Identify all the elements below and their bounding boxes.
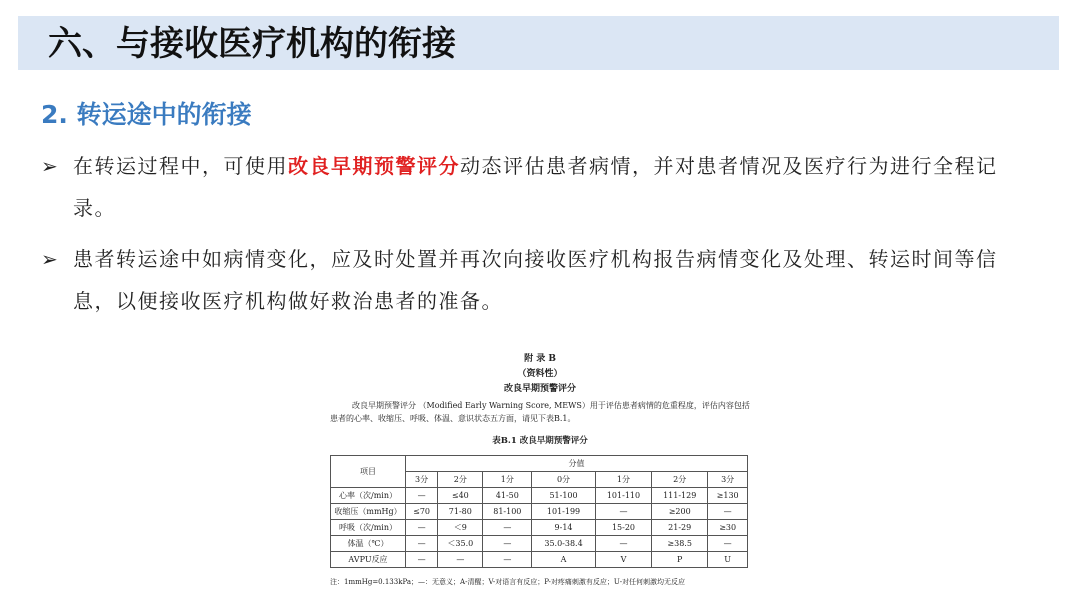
row-item: 体温（℃） (331, 536, 406, 552)
table-cell: — (595, 504, 651, 520)
table-caption: 表B.1 改良早期预警评分 (492, 436, 588, 446)
bullet-item-1 (41, 145, 1011, 229)
bullet-text-after: 动态评估患者病情，并对患者情况及医疗行为进行全程记录。 (73, 154, 998, 220)
table-cell: 51-100 (532, 488, 596, 504)
document-intro: 改良早期预警评分 （Modified Early Warning Score, MEWS）用于评估患者病情的危重程度，评估内容包括患者的心率、收缩压、呼吸、体温、意识状态五方面，请见下表B.1。 (330, 401, 750, 423)
row-item: 收缩压（mmHg） (331, 504, 406, 520)
table-cell: — (483, 520, 532, 536)
table-cell: 35.0-38.4 (532, 536, 596, 552)
table-cell: 81-100 (483, 504, 532, 520)
appendix-label: 附 录 B (524, 354, 556, 364)
table-cell: ≤70 (406, 504, 438, 520)
table-row (331, 488, 748, 504)
bullet-text (41, 145, 1011, 229)
score-column-header: 0分 (532, 472, 596, 488)
slide-subtitle: 2. 转运途中的衔接 (41, 100, 252, 129)
bullet-text-before: 在转运过程中，可使用 (73, 154, 288, 178)
arrow-bullet-icon: ➢ (41, 247, 60, 271)
row-item: AVPU反应 (331, 552, 406, 568)
highlight-term: 改良早期预警评分 (288, 154, 460, 178)
score-header: 分值 (406, 456, 748, 472)
table-cell: 21-29 (652, 520, 708, 536)
document-excerpt (330, 352, 750, 588)
table-cell: 15-20 (595, 520, 651, 536)
table-cell: ≥130 (708, 488, 748, 504)
row-item: 呼吸（次/min） (331, 520, 406, 536)
table-cell: ＜35.0 (438, 536, 483, 552)
arrow-bullet-icon: ➢ (41, 154, 60, 178)
table-row (331, 552, 748, 568)
table-cell: 71-80 (438, 504, 483, 520)
table-cell: 101-110 (595, 488, 651, 504)
table-cell: ≥200 (652, 504, 708, 520)
table-cell: V (595, 552, 651, 568)
table-cell: — (708, 504, 748, 520)
table-cell: — (483, 536, 532, 552)
table-cell: 101-199 (532, 504, 596, 520)
score-column-header: 2分 (652, 472, 708, 488)
table-cell: — (438, 552, 483, 568)
bullet-item-2 (41, 238, 1011, 322)
mews-table (330, 455, 748, 568)
score-column-header: 1分 (483, 472, 532, 488)
table-cell: 111-129 (652, 488, 708, 504)
table-header-row (331, 456, 748, 472)
score-column-header: 3分 (708, 472, 748, 488)
document-heading: 改良早期预警评分 (503, 384, 576, 394)
table-cell: 9-14 (532, 520, 596, 536)
item-header: 项目 (331, 456, 406, 488)
table-cell: 41-50 (483, 488, 532, 504)
table-cell: — (595, 536, 651, 552)
slide-title: 六、与接收医疗机构的衔接 (48, 24, 456, 64)
table-cell: ≥30 (708, 520, 748, 536)
table-cell: U (708, 552, 748, 568)
table-row (331, 520, 748, 536)
table-cell: — (708, 536, 748, 552)
table-cell: — (406, 536, 438, 552)
row-item: 心率（次/min） (331, 488, 406, 504)
score-column-header: 1分 (595, 472, 651, 488)
table-cell: — (483, 552, 532, 568)
table-row (331, 504, 748, 520)
table-cell: — (406, 520, 438, 536)
table-cell: — (406, 488, 438, 504)
table-cell: ≥38.5 (652, 536, 708, 552)
table-cell: — (406, 552, 438, 568)
table-cell: A (532, 552, 596, 568)
table-note: 注：1mmHg=0.133kPa；—：无意义；A-清醒；V-对语言有反应；P-对疼痛刺激有反应；U-对任何刺激均无反应 (330, 578, 686, 586)
score-column-header: 2分 (438, 472, 483, 488)
table-cell: ＜9 (438, 520, 483, 536)
table-cell: ≤40 (438, 488, 483, 504)
score-column-header: 3分 (406, 472, 438, 488)
table-row (331, 536, 748, 552)
bullet-text: 患者转运途中如病情变化，应及时处置并再次向接收医疗机构报告病情变化及处理、转运时间等信息，以便接收医疗机构做好救治患者的准备。 (73, 247, 998, 313)
table-cell: P (652, 552, 708, 568)
appendix-nature: （资料性） (517, 369, 563, 379)
